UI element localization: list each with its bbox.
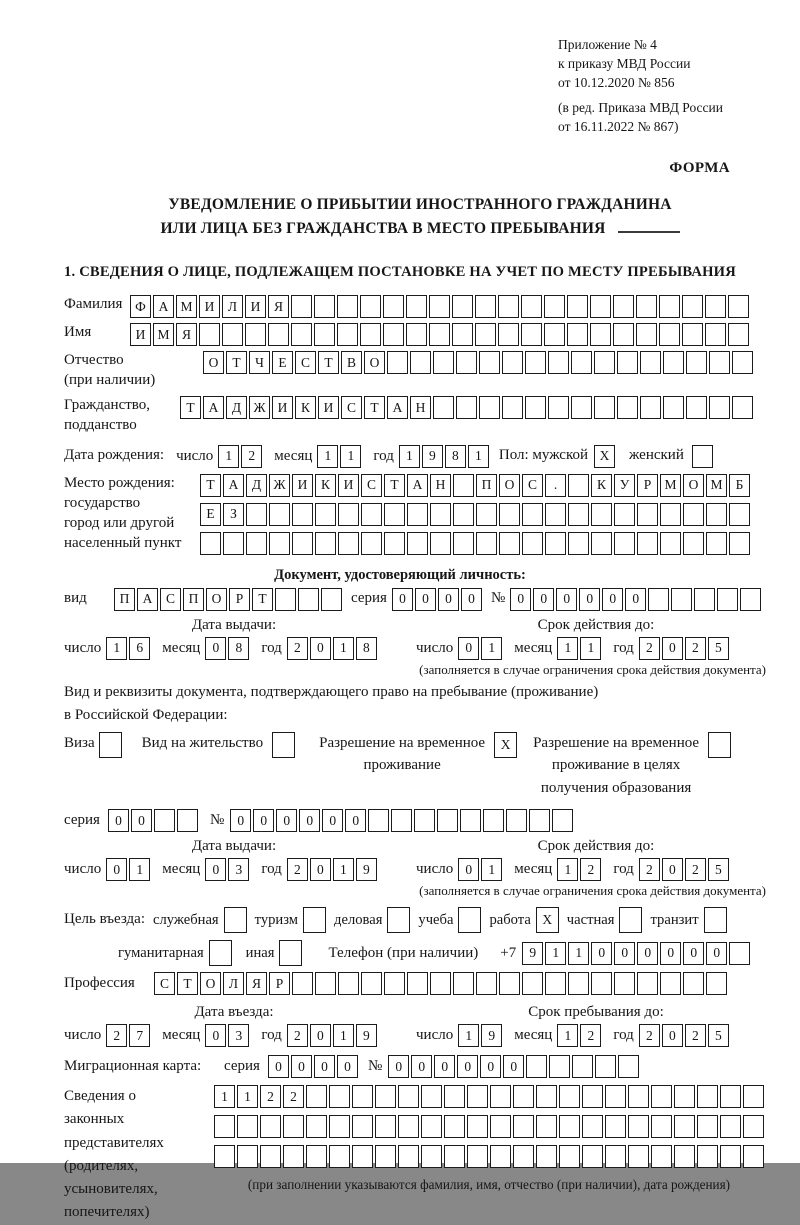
residence-permit-option xyxy=(142,732,295,758)
appendix-line: от 10.12.2020 № 856 xyxy=(558,74,675,90)
purpose-inaya-checkbox[interactable] xyxy=(279,940,302,966)
purpose-option: служебная xyxy=(153,907,247,933)
birth-date-label: Дата рождения: xyxy=(64,447,165,464)
legal-reps-cell-rows xyxy=(214,1085,764,1193)
temp-residence-label: Разрешение на временное проживание xyxy=(319,734,486,774)
birth-month-cells[interactable]: 1 1 xyxy=(317,445,361,468)
purpose-sluzhebnaya-checkbox[interactable] xyxy=(224,907,247,933)
migration-series-label: серия xyxy=(224,1057,260,1074)
residence-permit-checkbox[interactable] xyxy=(272,732,295,758)
birth-year-cells[interactable]: 1 9 8 1 xyxy=(399,445,489,468)
year-label: год xyxy=(373,447,394,464)
issue-date-heading: Дата выдачи: xyxy=(191,838,277,855)
title-blank xyxy=(618,218,680,233)
migration-card-label: Миграционная карта: xyxy=(64,1057,202,1074)
given-name-cells[interactable]: И М Я xyxy=(130,323,749,346)
day-label: число xyxy=(64,861,102,878)
purpose-delovaya-checkbox[interactable] xyxy=(387,907,410,933)
legal-reps-label: Сведения о законных представителях (родителях, усыновителях, попечителях) xyxy=(64,1088,164,1221)
validity-note: (заполняется в случае ограничения срока действия документа) xyxy=(419,661,766,677)
doc-valid-day-cells[interactable]: 0 1 xyxy=(458,637,502,660)
entry-stay-dates xyxy=(64,1004,776,1047)
doc-issue-month-cells[interactable]: 0 8 xyxy=(205,637,249,660)
birth-place-label: Место рождения: государство город или другой населенный пункт xyxy=(64,474,182,551)
purpose-turizm-checkbox[interactable] xyxy=(303,907,326,933)
citizenship-cells[interactable]: Т А Д Ж И К И С Т А Н xyxy=(180,396,753,419)
res-issue-year-cells[interactable]: 2 0 1 9 xyxy=(287,858,377,881)
res-issue-month-cells[interactable]: 0 3 xyxy=(205,858,249,881)
year-label: год xyxy=(261,1027,282,1044)
form-title-line2: ИЛИ ЛИЦА БЕЗ ГРАЖДАНСТВА В МЕСТО ПРЕБЫВАНИЯ xyxy=(64,217,776,240)
temp-residence-edu-checkbox[interactable] xyxy=(708,732,731,758)
year-label: год xyxy=(261,861,282,878)
purpose-tranzit-checkbox[interactable] xyxy=(704,907,727,933)
year-label: год xyxy=(613,1027,634,1044)
appendix-line: Приложение № 4 xyxy=(558,37,657,52)
citizenship-label: Гражданство, подданство xyxy=(64,396,151,433)
month-label: месяц xyxy=(274,447,313,464)
month-label: месяц xyxy=(514,639,553,656)
legal-reps-row1-cells[interactable]: 1 1 2 2 xyxy=(214,1085,764,1108)
profession-label: Профессия xyxy=(64,974,135,991)
doc-issue-day-cells[interactable]: 1 6 xyxy=(106,637,150,660)
res-doc-series-cells[interactable]: 0 0 xyxy=(108,809,198,832)
res-issue-day-cells[interactable]: 0 1 xyxy=(106,858,150,881)
doc-number-cells[interactable]: 0 0 0 0 0 0 xyxy=(510,588,761,611)
year-label: год xyxy=(613,861,634,878)
res-doc-number-label: № xyxy=(209,811,225,828)
sex-male-label: Пол: мужской xyxy=(498,447,589,464)
purpose-chastnaya-checkbox[interactable] xyxy=(619,907,642,933)
doc-kind-cells[interactable]: П А С П О Р Т xyxy=(114,588,342,611)
doc-series-label: серия xyxy=(351,590,387,607)
valid-until-heading: Срок действия до: xyxy=(537,838,655,855)
temp-residence-edu-option xyxy=(533,732,731,800)
residence-doc-dates xyxy=(64,838,776,881)
res-valid-year-cells[interactable]: 2 0 2 5 xyxy=(639,858,729,881)
doc-kind-label: вид xyxy=(64,590,87,607)
day-label: число xyxy=(416,639,454,656)
purpose-option: иная xyxy=(246,940,303,966)
month-label: месяц xyxy=(162,861,201,878)
day-label: число xyxy=(416,1027,454,1044)
purpose-gumanitarnaya-checkbox[interactable] xyxy=(209,940,232,966)
purpose-option: гуманитарная xyxy=(118,940,232,966)
given-name-label: Имя xyxy=(64,323,92,340)
month-label: месяц xyxy=(162,1027,201,1044)
stay-until-heading: Срок пребывания до: xyxy=(528,1004,664,1021)
identity-doc-heading: Документ, удостоверяющий личность: xyxy=(274,566,526,583)
day-label: число xyxy=(176,447,214,464)
migration-number-label: № xyxy=(367,1057,383,1074)
residence-doc-intro2: в Российской Федерации: xyxy=(64,706,228,723)
doc-issue-year-cells[interactable]: 2 0 1 8 xyxy=(287,637,377,660)
phone-cells[interactable]: 9 1 1 0 0 0 0 0 0 xyxy=(522,942,750,965)
doc-valid-month-cells[interactable]: 1 1 xyxy=(557,637,601,660)
stay-day-cells[interactable]: 1 9 xyxy=(458,1024,502,1047)
purpose-option: туризм xyxy=(255,907,326,933)
purpose-option: учеба xyxy=(418,907,481,933)
year-label: год xyxy=(613,639,634,656)
day-label: число xyxy=(64,639,102,656)
profession-cells[interactable]: С Т О Л Я Р xyxy=(154,972,727,995)
residence-permit-label: Вид на жительство xyxy=(141,734,264,751)
legal-reps-row3-cells[interactable] xyxy=(214,1145,764,1168)
month-label: месяц xyxy=(514,1027,553,1044)
appendix-header xyxy=(558,36,776,136)
purpose-label: Цель въезда: xyxy=(64,911,145,928)
migration-series-cells[interactable]: 0 0 0 0 xyxy=(268,1055,358,1078)
day-label: число xyxy=(416,861,454,878)
form-title-line1: УВЕДОМЛЕНИЕ О ПРИБЫТИИ ИНОСТРАННОГО ГРАЖДАНИНА xyxy=(168,196,672,214)
stay-month-cells[interactable]: 1 2 xyxy=(557,1024,601,1047)
sex-female-label: женский xyxy=(629,447,684,464)
phone-label: Телефон (при наличии) xyxy=(328,944,479,961)
purpose-option: работа X xyxy=(489,907,558,933)
doc-series-cells[interactable]: 0 0 0 0 xyxy=(392,588,482,611)
entry-day-cells[interactable]: 2 7 xyxy=(106,1024,150,1047)
birth-place-cell-rows xyxy=(200,474,750,561)
appendix-line: к приказу МВД России xyxy=(558,55,691,71)
patronymic-label: Отчество (при наличии) xyxy=(64,351,156,388)
validity-note: (заполняется в случае ограничения срока действия документа) xyxy=(419,883,766,899)
temp-residence-edu-label: Разрешение на временное проживание в целях получения образования xyxy=(533,734,700,796)
appendix-edit-line: от 16.11.2022 № 867) xyxy=(558,118,679,134)
legal-reps-note: (при заполнении указываются фамилия, имя, отчество (при наличии), дата рождения) xyxy=(247,1177,731,1193)
visa-label: Виза xyxy=(64,734,95,751)
res-doc-series-label: серия xyxy=(64,811,100,828)
res-doc-number-cells[interactable]: 0 0 0 0 0 0 xyxy=(230,809,573,832)
month-label: месяц xyxy=(514,861,553,878)
entry-date-heading: Дата въезда: xyxy=(194,1004,274,1021)
purpose-rabota-checkbox[interactable]: X xyxy=(536,907,559,933)
stay-year-cells[interactable]: 2 0 2 5 xyxy=(639,1024,729,1047)
visa-option xyxy=(64,732,122,758)
migration-number-cells[interactable]: 0 0 0 0 0 0 xyxy=(388,1055,639,1078)
valid-until-heading: Срок действия до: xyxy=(537,616,655,633)
birth-day-cells[interactable]: 1 2 xyxy=(218,445,262,468)
phone-prefix: +7 xyxy=(500,944,517,961)
patronymic-cells[interactable]: О Т Ч Е С Т В О xyxy=(203,351,753,374)
section1-heading: 1. СВЕДЕНИЯ О ЛИЦЕ, ПОДЛЕЖАЩЕМ ПОСТАНОВКЕ НА УЧЕТ ПО МЕСТУ ПРЕБЫВАНИЯ xyxy=(64,263,736,280)
birth-place-row3-cells[interactable] xyxy=(200,532,750,555)
identity-doc-dates xyxy=(64,617,776,660)
temp-residence-option xyxy=(319,732,517,777)
issue-date-heading: Дата выдачи: xyxy=(191,616,277,633)
purpose-option: транзит xyxy=(650,907,726,933)
sex-male-checkbox[interactable]: X xyxy=(594,445,615,468)
legal-reps-row2-cells[interactable] xyxy=(214,1115,764,1138)
surname-cells[interactable]: Ф А М И Л И Я xyxy=(130,295,749,318)
residence-doc-intro1: Вид и реквизиты документа, подтверждающего право на пребывание (проживание) xyxy=(64,683,599,700)
res-valid-month-cells[interactable]: 1 2 xyxy=(557,858,601,881)
appendix-edit-line: (в ред. Приказа МВД России xyxy=(558,99,723,115)
month-label: месяц xyxy=(162,639,201,656)
doc-number-label: № xyxy=(490,590,506,607)
entry-month-cells[interactable]: 0 3 xyxy=(205,1024,249,1047)
sex-female-checkbox[interactable] xyxy=(692,445,713,468)
birth-place-row2-cells[interactable]: Е З xyxy=(200,503,750,526)
form-title xyxy=(64,193,776,240)
res-valid-day-cells[interactable]: 0 1 xyxy=(458,858,502,881)
visa-checkbox[interactable] xyxy=(99,732,122,758)
day-label: число xyxy=(64,1027,102,1044)
year-label: год xyxy=(261,639,282,656)
birth-place-row1-cells[interactable]: Т А Д Ж И К И С Т А Н П О С . К У Р М О М Б xyxy=(200,474,750,497)
doc-valid-year-cells[interactable]: 2 0 2 5 xyxy=(639,637,729,660)
residence-doc-options xyxy=(64,732,776,800)
purpose-ucheba-checkbox[interactable] xyxy=(458,907,481,933)
temp-residence-checkbox[interactable]: X xyxy=(494,732,517,758)
entry-year-cells[interactable]: 2 0 1 9 xyxy=(287,1024,377,1047)
forma-label: ФОРМА xyxy=(669,160,730,177)
purpose-option: частная xyxy=(567,907,643,933)
surname-label: Фамилия xyxy=(64,295,123,312)
purpose-option: деловая xyxy=(334,907,410,933)
